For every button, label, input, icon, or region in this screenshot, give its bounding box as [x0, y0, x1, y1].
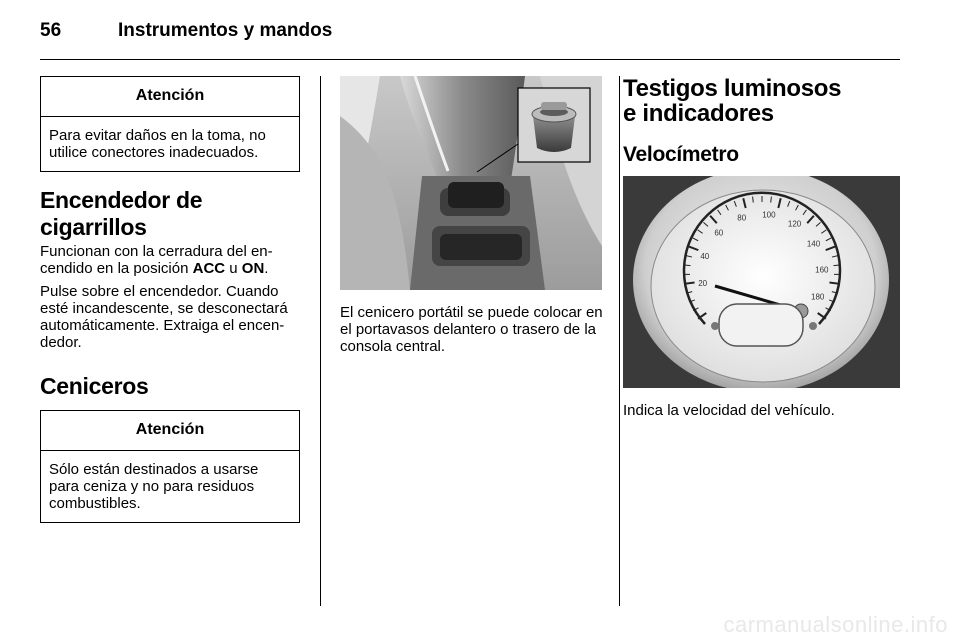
speedometer-heading: Velocímetro: [623, 143, 739, 166]
speedometer-caption: Indica la velocidad del vehículo.: [623, 402, 835, 419]
odometer-display: [719, 304, 803, 346]
notice-box-damage: [40, 76, 300, 172]
column-divider-1: [320, 76, 321, 606]
ashtray-caption: El cenicero portátil se puede colocar en el portavasos delantero o trasero de la consola central.: [340, 304, 603, 355]
section-title: Instrumentos y mandos: [118, 20, 333, 41]
ashtray-caption-block: [340, 304, 605, 355]
speedometer-illustration: [623, 176, 900, 388]
notice-box-ashtray: [40, 410, 300, 523]
speedometer-tick-label: 120: [787, 219, 802, 229]
speedometer-tick: [834, 265, 840, 266]
speedometer-caption-block: [623, 402, 903, 419]
ashtrays-heading: Ceniceros: [40, 373, 149, 399]
indicators-heading: Testigos luminosos e indicadores: [623, 75, 842, 127]
speedometer-tick-label: 20: [698, 279, 708, 289]
page-header: [40, 20, 332, 42]
speedometer-tick: [685, 283, 695, 284]
lighter-heading: Encendedor de cigarrillos: [40, 187, 203, 240]
speedometer-tick-label: 180: [811, 292, 825, 302]
lighter-paragraph-2: Pulse sobre el encendedor. Cuando esté incandescente, se desconectará automáticamente. Extraiga el encen-dedor.: [40, 283, 288, 351]
notice-text: Para evitar daños en la toma, no utilice conectores inadecuados.: [49, 127, 266, 161]
watermark: carmanualsonline.info: [723, 612, 948, 637]
speedometer-tick-label: 60: [714, 228, 724, 238]
acc-label: ACC: [192, 260, 226, 277]
speedometer-tick: [829, 283, 839, 284]
speedometer-tick: [685, 265, 691, 266]
notice-title: Atención: [41, 77, 299, 117]
page-number: 56: [40, 20, 62, 41]
speedometer-tick-label: 100: [762, 210, 776, 220]
header-rule: [40, 59, 900, 60]
on-label: ON: [241, 260, 265, 277]
column-1: [40, 76, 302, 523]
speedometer-tick-label: 40: [700, 251, 710, 261]
lighter-paragraph-1: Funcionan con la cerradura del en-cendido en la posición ACC u ON.: [40, 243, 273, 277]
speedometer-tick-label: 160: [815, 265, 829, 275]
notice-title: Atención: [41, 411, 299, 451]
speedometer-svg: [623, 176, 900, 388]
speedometer-tick-label: 80: [737, 213, 747, 223]
speedometer-tick-label: 140: [806, 239, 821, 249]
ashtray-console-illustration: [340, 76, 602, 290]
column-3: [623, 76, 903, 167]
column-divider-2: [619, 76, 620, 606]
notice-text: Sólo están destinados a usarse para ceniza y no para residuos combustibles.: [49, 461, 259, 512]
